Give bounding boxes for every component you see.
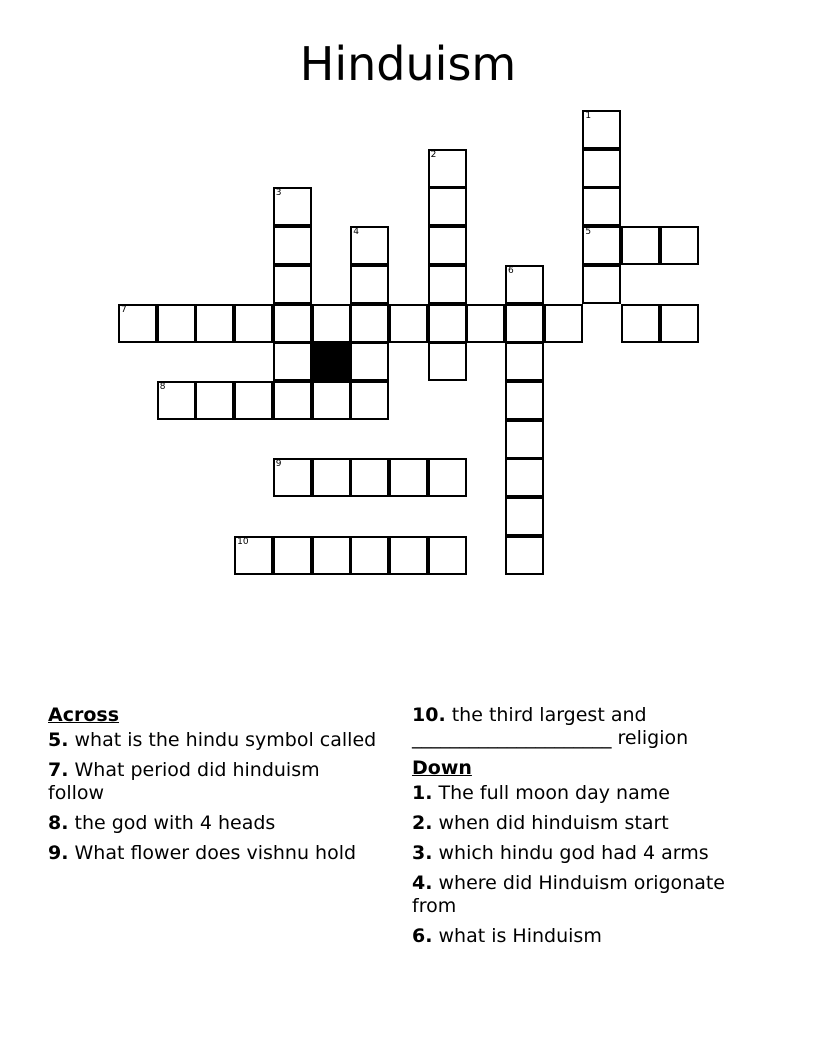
clue-number: 8. (48, 812, 69, 834)
grid-cell[interactable] (312, 536, 351, 575)
clue-number-label: 8 (159, 381, 166, 392)
grid-cell[interactable] (428, 149, 467, 188)
grid-cell[interactable] (157, 381, 196, 420)
grid-cell[interactable] (505, 420, 544, 459)
grid-cell[interactable] (544, 304, 583, 343)
grid-cell[interactable] (505, 536, 544, 575)
clue-number-label: 5 (585, 227, 592, 238)
grid-cell[interactable] (273, 187, 312, 226)
clue-number-label: 7 (121, 304, 127, 315)
clue-number: 7. (48, 759, 69, 781)
grid-cell[interactable] (428, 304, 467, 343)
grid-cell[interactable] (273, 536, 312, 575)
across-heading: Across (48, 704, 120, 726)
grid-cell[interactable] (273, 304, 312, 343)
grid-cell[interactable] (582, 265, 621, 304)
grid-cell[interactable] (582, 226, 621, 265)
grid-cell-blocked (312, 342, 351, 381)
clue-text: The full moon day name (438, 782, 670, 804)
clue-number-label: 3 (275, 188, 282, 199)
grid-cell[interactable] (389, 304, 428, 343)
grid-cell[interactable] (273, 342, 312, 381)
clue-across-10 (412, 704, 772, 750)
grid-cell[interactable] (350, 265, 389, 304)
clue-text: what is Hinduism (438, 925, 602, 947)
grid-cell[interactable] (157, 304, 196, 343)
grid-cell[interactable] (273, 381, 312, 420)
grid-cell[interactable] (273, 458, 312, 497)
clue-number: 4. (412, 872, 433, 894)
grid-cell[interactable] (312, 458, 351, 497)
clue-number-label: 9 (275, 459, 282, 470)
clue-number-label: 2 (430, 149, 437, 160)
clue-text: What period did hinduism follow (48, 759, 320, 804)
clue-down-1 (412, 782, 772, 805)
grid-cell[interactable] (350, 458, 389, 497)
grid-cell[interactable] (350, 342, 389, 381)
grid-cell[interactable] (428, 265, 467, 304)
clue-number: 5. (48, 729, 69, 751)
grid-cell[interactable] (582, 110, 621, 149)
clue-text: what is the hindu symbol called (74, 729, 377, 751)
grid-cell[interactable] (389, 536, 428, 575)
grid-cell[interactable] (660, 226, 699, 265)
grid-cell[interactable] (428, 187, 467, 226)
clue-number: 1. (412, 782, 433, 804)
clue-across-5 (48, 729, 378, 752)
clue-down-4 (412, 872, 772, 918)
clue-across-7 (48, 759, 378, 805)
clue-across-8 (48, 812, 378, 835)
grid-cell[interactable] (505, 381, 544, 420)
grid-cell[interactable] (505, 458, 544, 497)
grid-cell[interactable] (621, 304, 660, 343)
clue-across-9 (48, 842, 378, 865)
clue-text: What flower does vishnu hold (74, 842, 357, 864)
grid-cell[interactable] (234, 304, 273, 343)
grid-cell[interactable] (428, 342, 467, 381)
page-title: Hinduism (299, 37, 517, 91)
grid-cell[interactable] (505, 304, 544, 343)
clue-down-2 (412, 812, 772, 835)
clue-number: 6. (412, 925, 433, 947)
grid-cell[interactable] (466, 304, 505, 343)
clue-number-label: 6 (508, 265, 514, 276)
grid-cell[interactable] (273, 265, 312, 304)
clue-number: 3. (412, 842, 433, 864)
clue-number: 2. (412, 812, 433, 834)
clues-left-column (48, 704, 378, 872)
grid-cell[interactable] (273, 226, 312, 265)
grid-cell[interactable] (428, 536, 467, 575)
grid-cell[interactable] (195, 381, 234, 420)
grid-cell[interactable] (350, 381, 389, 420)
grid-cell[interactable] (505, 342, 544, 381)
grid-cell[interactable] (350, 536, 389, 575)
clue-text: where did Hinduism origonate from (412, 872, 725, 917)
grid-cell[interactable] (582, 149, 621, 188)
clue-text: which hindu god had 4 arms (438, 842, 709, 864)
grid-cell[interactable] (350, 304, 389, 343)
grid-cell[interactable] (350, 226, 389, 265)
grid-cell[interactable] (118, 304, 157, 343)
clue-number-label: 1 (585, 111, 592, 121)
grid-cell[interactable] (621, 226, 660, 265)
clue-text: when did hinduism start (438, 812, 669, 834)
down-heading: Down (412, 757, 472, 779)
grid-cell[interactable] (505, 265, 544, 304)
grid-cell[interactable] (234, 536, 273, 575)
grid-cell[interactable] (428, 226, 467, 265)
grid-cell[interactable] (582, 187, 621, 226)
clue-text: the god with 4 heads (74, 812, 276, 834)
clue-number-label: 10 (237, 536, 249, 547)
grid-cell[interactable] (389, 458, 428, 497)
grid-cell[interactable] (234, 381, 273, 420)
clue-down-6 (412, 925, 772, 948)
grid-cell[interactable] (312, 381, 351, 420)
grid-cell[interactable] (312, 304, 351, 343)
grid-cell[interactable] (428, 458, 467, 497)
clue-number: 10. (412, 704, 446, 726)
grid-cell[interactable] (505, 497, 544, 536)
clue-number: 9. (48, 842, 69, 864)
clue-down-3 (412, 842, 772, 865)
clues-right-column (412, 704, 772, 955)
clue-text: the third largest and _____________________ religion (412, 704, 689, 749)
grid-cell[interactable] (195, 304, 234, 343)
grid-cell[interactable] (660, 304, 699, 343)
clue-number-label: 4 (353, 227, 359, 238)
